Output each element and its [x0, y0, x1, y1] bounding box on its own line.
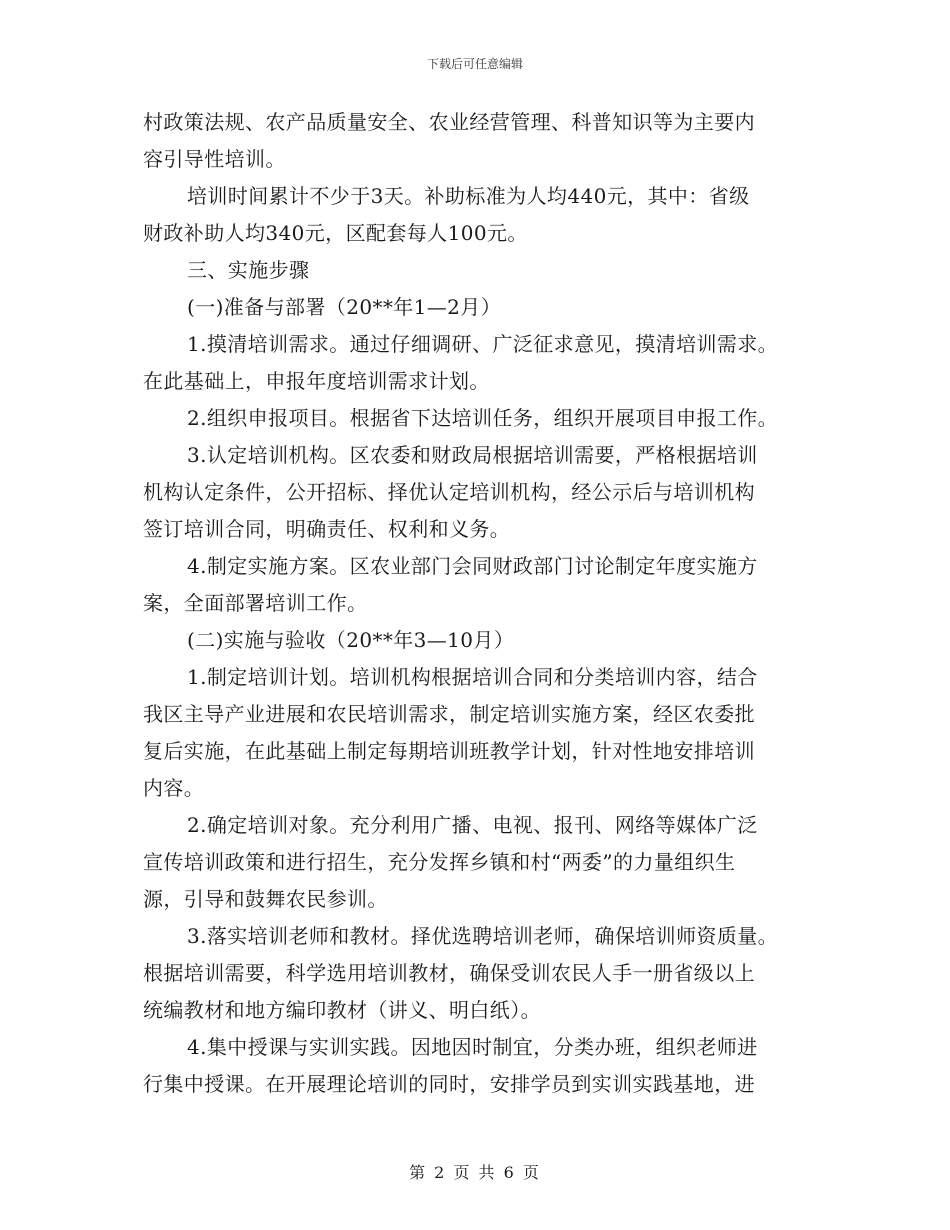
document-body: [143, 104, 805, 1103]
text-line: 4.制定实施方案。区农业部门会同财政部门讨论制定年度实施方: [187, 554, 758, 578]
text-line: 我区主导产业进展和农民培训需求，制定培训实施方案，经区农委批: [143, 702, 755, 726]
text-line: 宣传培训政策和进行招生，充分发挥乡镇和村“两委”的力量组织生: [143, 850, 736, 874]
text-line: 案，全面部署培训工作。: [143, 591, 368, 615]
text-line: 2.组织申报项目。根据省下达培训任务，组织开展项目申报工作。: [187, 406, 779, 430]
text-line: 根据培训需要，科学选用培训教材，确保受训农民人手一册省级以上: [143, 961, 755, 985]
subsection-heading: (二)实施与验收（20**年3—10月）: [187, 628, 515, 652]
text-line: 签订培训合同，明确责任、权利和义务。: [143, 517, 511, 541]
section-heading: 三、实施步骤: [187, 258, 310, 282]
page-number: 第 2 页 共 6 页: [409, 1163, 541, 1182]
text-line: 2.确定培训对象。充分利用广播、电视、报刊、网络等媒体广泛: [187, 813, 758, 837]
subsection-heading: (一)准备与部署（20**年1—2月）: [187, 295, 502, 319]
text-line: 复后实施，在此基础上制定每期培训班教学计划，针对性地安排培训: [143, 739, 755, 763]
text-line: 培训时间累计不少于3天。补助标准为人均440元，其中：省级: [187, 184, 750, 208]
text-line: 1.制定培训计划。培训机构根据培训合同和分类培训内容，结合: [187, 665, 758, 689]
text-line: 容引导性培训。: [143, 147, 286, 171]
text-line: 机构认定条件，公开招标、择优认定培训机构，经公示后与培训机构: [143, 480, 755, 504]
text-line: 统编教材和地方编印教材（讲义、明白纸）。: [143, 998, 541, 1022]
text-line: 行集中授课。在开展理论培训的同时，安排学员到实训实践基地，进: [143, 1072, 755, 1096]
text-line: 3.落实培训老师和教材。择优选聘培训老师，确保培训师资质量。: [187, 924, 779, 948]
text-line: 村政策法规、农产品质量安全、农业经营管理、科普知识等为主要内: [143, 110, 755, 134]
text-line: 4.集中授课与实训实践。因地因时制宜，分类办班，组织老师进: [187, 1035, 758, 1059]
page-header: 下载后可任意编辑: [426, 57, 523, 71]
text-line: 内容。: [143, 776, 205, 800]
text-line: 在此基础上，申报年度培训需求计划。: [143, 369, 490, 393]
text-line: 源，引导和鼓舞农民参训。: [143, 887, 388, 911]
text-line: 1.摸清培训需求。通过仔细调研、广泛征求意见，摸清培训需求。: [187, 332, 779, 356]
text-line: 3.认定培训机构。区农委和财政局根据培训需要，严格根据培训: [187, 443, 758, 467]
text-line: 财政补助人均340元，区配套每人100元。: [143, 221, 528, 245]
